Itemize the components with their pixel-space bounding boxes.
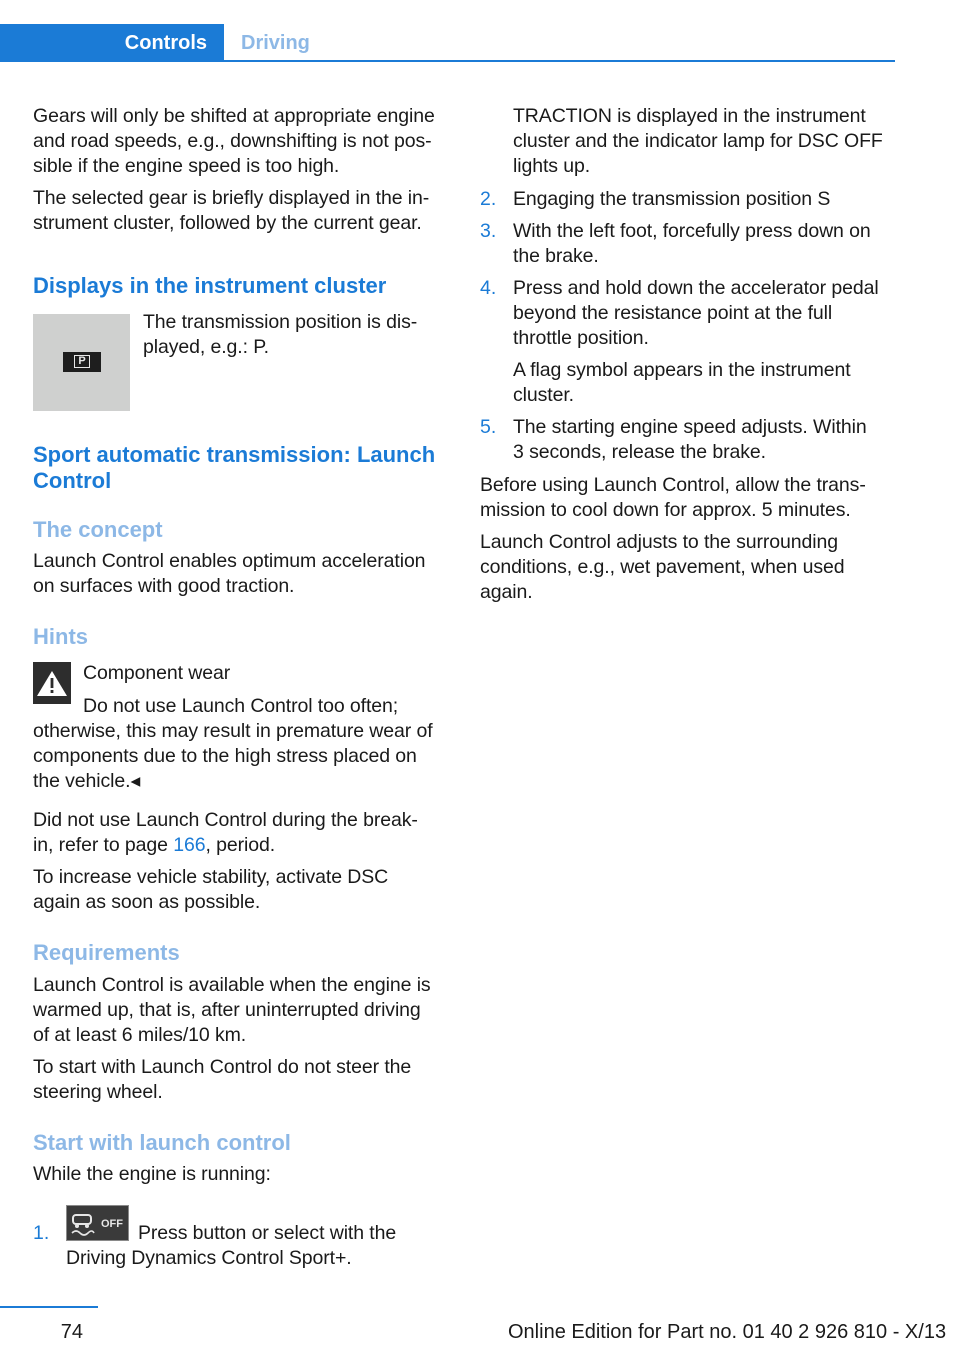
- step2-text: Engaging the transmission position S: [513, 188, 831, 210]
- heading-displays: Displays in the instrument cluster: [33, 273, 387, 298]
- paragraph-stability: To increase vehicle stability, activate DSC again as soon as possible.: [33, 866, 389, 913]
- paragraph-requirements: Launch Control is available when the engine is warmed up, that is, after uninterrupted driving of at least 6 miles/10 km.: [33, 974, 431, 1046]
- paragraph-concept: Launch Control enables optimum acceleration on surfaces with good traction.: [33, 550, 426, 597]
- svg-text:OFF: OFF: [101, 1218, 123, 1230]
- transmission-position-image: [33, 314, 130, 411]
- warning-title: Component wear: [83, 662, 231, 684]
- tab-controls[interactable]: Controls: [0, 24, 224, 62]
- step1-text-line1: Press button or select with the: [138, 1222, 397, 1244]
- step1-continuation: TRACTION is displayed in the instrument cluster and the indicator lamp for DSC OFF lights up.: [513, 105, 883, 177]
- warning-text: otherwise, this may result in premature wear of components due to the high stress placed on the vehicle.◂: [33, 720, 433, 792]
- tab-driving[interactable]: Driving: [241, 32, 310, 54]
- paragraph-adjusts: Launch Control adjusts to the surrounding conditions, e.g., wet pavement, when used again.: [480, 531, 845, 603]
- edition-text: Online Edition for Part no. 01 40 2 926 810 - X/13: [508, 1321, 947, 1343]
- paragraph-cool-down: Before using Launch Control, allow the trans- mission to cool down for approx. 5 minutes.: [480, 474, 866, 521]
- step4-text: Press and hold down the accelerator pedal beyond the resistance point at the full throttle position.: [513, 277, 879, 349]
- step-number-2: 2.: [480, 188, 497, 210]
- page-link-166[interactable]: 166: [173, 834, 206, 856]
- header-rule: [0, 60, 895, 62]
- cluster-display-icon: P: [63, 352, 101, 372]
- warning-icon: [33, 662, 71, 704]
- heading-hints: Hints: [33, 624, 88, 649]
- heading-sport-automatic: Sport automatic transmission: Launch Control: [33, 442, 436, 493]
- heading-concept: The concept: [33, 517, 163, 542]
- step3-text: With the left foot, forcefully press down on the brake.: [513, 220, 871, 267]
- footer-rule: [0, 1306, 98, 1308]
- paragraph-gear-shift: Gears will only be shifted at appropriate engine and road speeds, e.g., downshifting is not pos- sible if the engine speed is too high.: [33, 105, 435, 177]
- paragraph-break-in: Did not use Launch Control during the break- in, refer to page 166, period.: [33, 809, 418, 856]
- paragraph-selected-gear: The selected gear is briefly displayed in the in- strument cluster, followed by the current gear.: [33, 187, 430, 234]
- paragraph-engine-running: While the engine is running:: [33, 1163, 271, 1185]
- dsc-off-button-icon: [66, 1205, 129, 1241]
- heading-requirements: Requirements: [33, 940, 180, 965]
- page-header: [0, 24, 895, 62]
- step-number-1: 1.: [33, 1222, 50, 1244]
- heading-start-launch: Start with launch control: [33, 1130, 291, 1155]
- page-number: 74: [60, 1321, 83, 1343]
- paragraph-do-not-steer: To start with Launch Control do not steer the steering wheel.: [33, 1056, 412, 1103]
- step-number-4: 4.: [480, 277, 497, 299]
- step-number-5: 5.: [480, 416, 497, 438]
- paragraph-transmission-display: The transmission position is dis- played, e.g.: P.: [143, 311, 418, 358]
- warning-text-line1: Do not use Launch Control too often;: [83, 695, 399, 717]
- step4-subtext: A flag symbol appears in the instrument cluster.: [513, 359, 851, 406]
- step-number-3: 3.: [480, 220, 497, 242]
- step5-text: The starting engine speed adjusts. Within 3 seconds, release the brake.: [513, 416, 867, 463]
- step1-text-line2: Driving Dynamics Control Sport+.: [66, 1247, 352, 1269]
